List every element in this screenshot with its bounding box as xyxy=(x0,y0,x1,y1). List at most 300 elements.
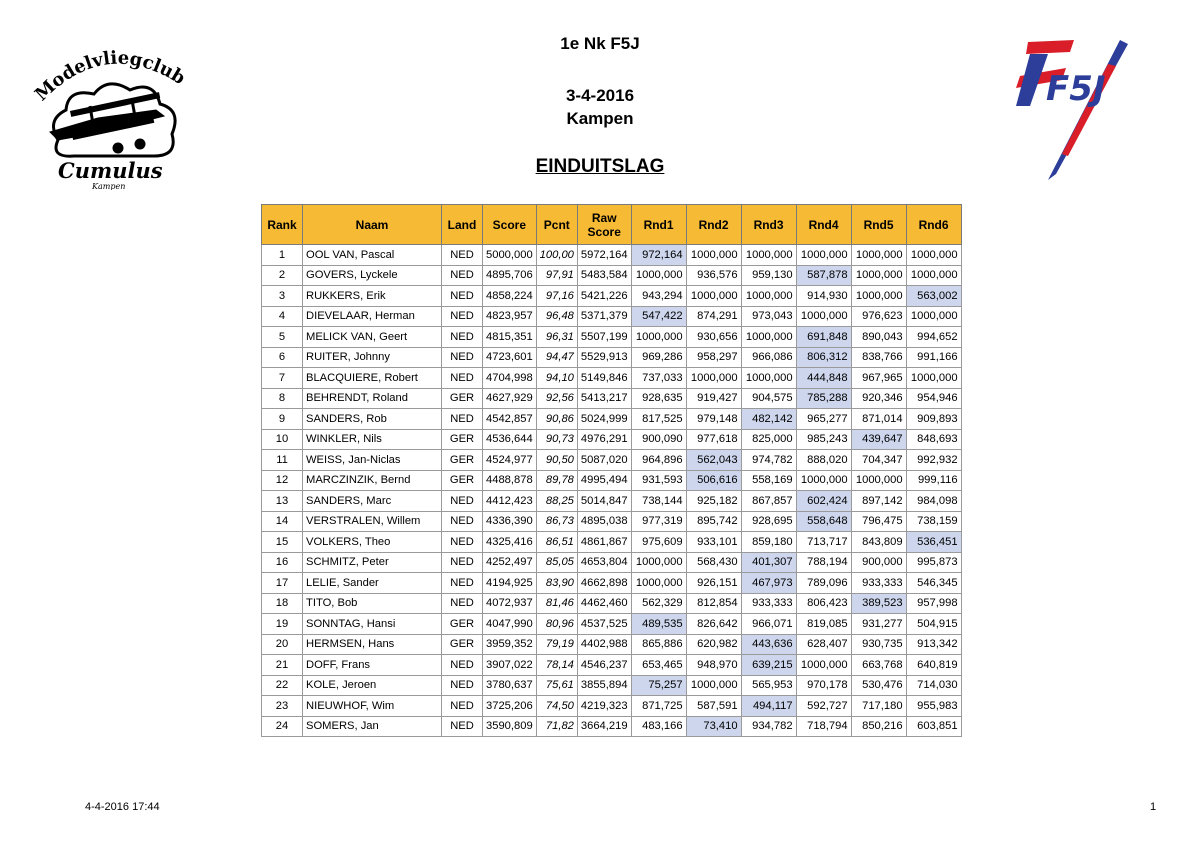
country-cell: NED xyxy=(442,696,483,717)
round-3-cell-dropped: 401,307 xyxy=(741,552,796,573)
percent-cell: 94,10 xyxy=(536,368,577,389)
country-cell: GER xyxy=(442,450,483,471)
score-cell: 4252,497 xyxy=(483,552,537,573)
round-2-cell: 919,427 xyxy=(686,388,741,409)
name-cell: VOLKERS, Theo xyxy=(303,532,442,553)
percent-cell: 86,73 xyxy=(536,511,577,532)
round-2-cell: 977,618 xyxy=(686,429,741,450)
round-6-cell: 1000,000 xyxy=(906,368,961,389)
round-1-cell: 975,609 xyxy=(631,532,686,553)
percent-cell: 90,50 xyxy=(536,450,577,471)
country-cell: GER xyxy=(442,634,483,655)
round-5-cell: 530,476 xyxy=(851,675,906,696)
round-1-cell: 943,294 xyxy=(631,286,686,307)
round-1-cell: 653,465 xyxy=(631,655,686,676)
rank-cell: 15 xyxy=(262,532,303,553)
round-3-cell: 1000,000 xyxy=(741,286,796,307)
round-5-cell-dropped: 389,523 xyxy=(851,593,906,614)
raw-score-cell: 5087,020 xyxy=(577,450,631,471)
score-cell: 4336,390 xyxy=(483,511,537,532)
round-5-cell: 796,475 xyxy=(851,511,906,532)
round-4-cell: 1000,000 xyxy=(796,470,851,491)
table-row xyxy=(262,696,962,717)
raw-score-cell: 5529,913 xyxy=(577,347,631,368)
round-4-cell: 789,096 xyxy=(796,573,851,594)
round-3-cell-dropped: 494,117 xyxy=(741,696,796,717)
col-rnd4-header: Rnd4 xyxy=(796,205,851,245)
table-row xyxy=(262,675,962,696)
round-1-cell: 737,033 xyxy=(631,368,686,389)
round-5-cell: 1000,000 xyxy=(851,265,906,286)
raw-score-cell: 5413,217 xyxy=(577,388,631,409)
round-6-cell: 1000,000 xyxy=(906,245,961,266)
round-5-cell: 871,014 xyxy=(851,409,906,430)
name-cell: LELIE, Sander xyxy=(303,573,442,594)
round-5-cell: 933,333 xyxy=(851,573,906,594)
raw-score-cell: 5371,379 xyxy=(577,306,631,327)
raw-score-cell: 4653,804 xyxy=(577,552,631,573)
round-1-cell: 1000,000 xyxy=(631,265,686,286)
rank-cell: 7 xyxy=(262,368,303,389)
raw-score-cell: 4995,494 xyxy=(577,470,631,491)
country-cell: NED xyxy=(442,593,483,614)
table-row xyxy=(262,327,962,348)
percent-cell: 97,91 xyxy=(536,265,577,286)
page-title: 1e Nk F5J xyxy=(560,34,640,53)
round-2-cell: 958,297 xyxy=(686,347,741,368)
round-3-cell-dropped: 467,973 xyxy=(741,573,796,594)
round-3-cell: 966,086 xyxy=(741,347,796,368)
results-body xyxy=(262,245,962,737)
round-2-cell: 874,291 xyxy=(686,306,741,327)
score-cell: 4627,929 xyxy=(483,388,537,409)
f5j-logo-swoosh xyxy=(1016,40,1128,180)
round-2-cell: 812,854 xyxy=(686,593,741,614)
round-2-cell: 826,642 xyxy=(686,614,741,635)
table-row xyxy=(262,614,962,635)
raw-score-cell: 5972,164 xyxy=(577,245,631,266)
rank-cell: 1 xyxy=(262,245,303,266)
round-5-cell: 1000,000 xyxy=(851,470,906,491)
round-2-cell: 930,656 xyxy=(686,327,741,348)
round-6-cell: 738,159 xyxy=(906,511,961,532)
round-5-cell: 897,142 xyxy=(851,491,906,512)
round-1-cell: 900,090 xyxy=(631,429,686,450)
percent-cell: 79,19 xyxy=(536,634,577,655)
country-cell: GER xyxy=(442,388,483,409)
percent-cell: 89,78 xyxy=(536,470,577,491)
round-4-cell: 713,717 xyxy=(796,532,851,553)
round-4-cell: 628,407 xyxy=(796,634,851,655)
round-1-cell: 483,166 xyxy=(631,716,686,737)
round-2-cell-dropped: 73,410 xyxy=(686,716,741,737)
round-2-cell: 979,148 xyxy=(686,409,741,430)
raw-score-cell: 5149,846 xyxy=(577,368,631,389)
rank-cell: 24 xyxy=(262,716,303,737)
round-1-cell: 817,525 xyxy=(631,409,686,430)
page-number: 1 xyxy=(1150,801,1157,813)
rank-cell: 21 xyxy=(262,655,303,676)
raw-score-cell: 5014,847 xyxy=(577,491,631,512)
percent-cell: 71,82 xyxy=(536,716,577,737)
round-6-cell-dropped: 536,451 xyxy=(906,532,961,553)
round-3-cell-dropped: 443,636 xyxy=(741,634,796,655)
round-6-cell: 995,873 xyxy=(906,552,961,573)
raw-score-cell: 3664,219 xyxy=(577,716,631,737)
country-cell: NED xyxy=(442,368,483,389)
name-cell: MARCZINZIK, Bernd xyxy=(303,470,442,491)
raw-score-cell: 5024,999 xyxy=(577,409,631,430)
table-row xyxy=(262,573,962,594)
percent-cell: 96,48 xyxy=(536,306,577,327)
score-cell: 4536,644 xyxy=(483,429,537,450)
raw-score-cell: 4402,988 xyxy=(577,634,631,655)
round-4-cell: 788,194 xyxy=(796,552,851,573)
table-header-row xyxy=(262,205,962,245)
score-cell: 4325,416 xyxy=(483,532,537,553)
round-3-cell: 934,782 xyxy=(741,716,796,737)
round-1-cell: 977,319 xyxy=(631,511,686,532)
table-row xyxy=(262,450,962,471)
table-row xyxy=(262,655,962,676)
table-row xyxy=(262,429,962,450)
round-4-cell: 965,277 xyxy=(796,409,851,430)
round-4-cell: 970,178 xyxy=(796,675,851,696)
round-3-cell: 1000,000 xyxy=(741,327,796,348)
round-1-cell-dropped: 972,164 xyxy=(631,245,686,266)
rank-cell: 16 xyxy=(262,552,303,573)
score-cell: 3725,206 xyxy=(483,696,537,717)
round-6-cell: 994,652 xyxy=(906,327,961,348)
name-cell: WINKLER, Nils xyxy=(303,429,442,450)
round-3-cell: 1000,000 xyxy=(741,245,796,266)
rank-cell: 17 xyxy=(262,573,303,594)
table-row xyxy=(262,265,962,286)
rank-cell: 11 xyxy=(262,450,303,471)
name-cell: SOMERS, Jan xyxy=(303,716,442,737)
round-1-cell: 964,896 xyxy=(631,450,686,471)
round-6-cell: 913,342 xyxy=(906,634,961,655)
rank-cell: 6 xyxy=(262,347,303,368)
score-cell: 4723,601 xyxy=(483,347,537,368)
table-row xyxy=(262,245,962,266)
round-2-cell: 1000,000 xyxy=(686,245,741,266)
name-cell: SCHMITZ, Peter xyxy=(303,552,442,573)
col-rnd2-header: Rnd2 xyxy=(686,205,741,245)
score-cell: 3780,637 xyxy=(483,675,537,696)
country-cell: NED xyxy=(442,716,483,737)
score-cell: 3590,809 xyxy=(483,716,537,737)
name-cell: KOLE, Jeroen xyxy=(303,675,442,696)
percent-cell: 75,61 xyxy=(536,675,577,696)
round-1-cell: 1000,000 xyxy=(631,573,686,594)
round-2-cell-dropped: 562,043 xyxy=(686,450,741,471)
round-4-cell: 806,423 xyxy=(796,593,851,614)
round-1-cell: 1000,000 xyxy=(631,552,686,573)
round-6-cell: 954,946 xyxy=(906,388,961,409)
table-row xyxy=(262,634,962,655)
rank-cell: 14 xyxy=(262,511,303,532)
name-cell: VERSTRALEN, Willem xyxy=(303,511,442,532)
rank-cell: 4 xyxy=(262,306,303,327)
round-3-cell: 928,695 xyxy=(741,511,796,532)
score-cell: 4072,937 xyxy=(483,593,537,614)
country-cell: NED xyxy=(442,286,483,307)
table-row xyxy=(262,593,962,614)
round-5-cell: 931,277 xyxy=(851,614,906,635)
round-6-cell: 640,819 xyxy=(906,655,961,676)
percent-cell: 92,56 xyxy=(536,388,577,409)
round-5-cell: 930,735 xyxy=(851,634,906,655)
table-row xyxy=(262,716,962,737)
round-2-cell: 1000,000 xyxy=(686,286,741,307)
round-5-cell: 843,809 xyxy=(851,532,906,553)
round-1-cell: 562,329 xyxy=(631,593,686,614)
score-cell: 4823,957 xyxy=(483,306,537,327)
raw-score-cell: 4662,898 xyxy=(577,573,631,594)
country-cell: NED xyxy=(442,655,483,676)
country-cell: NED xyxy=(442,265,483,286)
round-4-cell: 718,794 xyxy=(796,716,851,737)
table-row xyxy=(262,347,962,368)
round-6-cell: 848,693 xyxy=(906,429,961,450)
country-cell: GER xyxy=(442,429,483,450)
table-row xyxy=(262,388,962,409)
country-cell: NED xyxy=(442,675,483,696)
score-cell: 4858,224 xyxy=(483,286,537,307)
round-4-cell: 1000,000 xyxy=(796,245,851,266)
round-5-cell: 663,768 xyxy=(851,655,906,676)
round-4-cell: 914,930 xyxy=(796,286,851,307)
round-5-cell: 890,043 xyxy=(851,327,906,348)
round-4-cell: 1000,000 xyxy=(796,655,851,676)
round-2-cell: 933,101 xyxy=(686,532,741,553)
name-cell: WEISS, Jan-Niclas xyxy=(303,450,442,471)
round-2-cell: 1000,000 xyxy=(686,368,741,389)
country-cell: NED xyxy=(442,552,483,573)
round-6-cell: 991,166 xyxy=(906,347,961,368)
rank-cell: 20 xyxy=(262,634,303,655)
round-3-cell: 974,782 xyxy=(741,450,796,471)
round-3-cell: 933,333 xyxy=(741,593,796,614)
country-cell: NED xyxy=(442,409,483,430)
raw-score-cell: 4546,237 xyxy=(577,655,631,676)
percent-cell: 83,90 xyxy=(536,573,577,594)
rank-cell: 22 xyxy=(262,675,303,696)
col-raw-header-line2: Score xyxy=(587,224,621,239)
round-1-cell-dropped: 547,422 xyxy=(631,306,686,327)
percent-cell: 85,05 xyxy=(536,552,577,573)
round-3-cell: 966,071 xyxy=(741,614,796,635)
round-4-cell-dropped: 587,878 xyxy=(796,265,851,286)
round-5-cell: 717,180 xyxy=(851,696,906,717)
round-1-cell: 969,286 xyxy=(631,347,686,368)
round-4-cell-dropped: 806,312 xyxy=(796,347,851,368)
round-6-cell: 909,893 xyxy=(906,409,961,430)
percent-cell: 80,96 xyxy=(536,614,577,635)
name-cell: SANDERS, Marc xyxy=(303,491,442,512)
rank-cell: 12 xyxy=(262,470,303,491)
f5j-logo xyxy=(1008,36,1136,182)
percent-cell: 90,86 xyxy=(536,409,577,430)
round-5-cell: 1000,000 xyxy=(851,286,906,307)
round-3-cell: 973,043 xyxy=(741,306,796,327)
score-cell: 4524,977 xyxy=(483,450,537,471)
raw-score-cell: 4861,867 xyxy=(577,532,631,553)
rank-cell: 18 xyxy=(262,593,303,614)
logo-club-top-path: Modelvliegclub xyxy=(31,47,189,106)
table-row xyxy=(262,511,962,532)
score-cell: 3959,352 xyxy=(483,634,537,655)
raw-score-cell: 4976,291 xyxy=(577,429,631,450)
table-row xyxy=(262,409,962,430)
round-3-cell-dropped: 639,215 xyxy=(741,655,796,676)
percent-cell: 78,14 xyxy=(536,655,577,676)
round-6-cell: 955,983 xyxy=(906,696,961,717)
round-1-cell: 738,144 xyxy=(631,491,686,512)
round-4-cell: 592,727 xyxy=(796,696,851,717)
logo-club-place: Kampen xyxy=(92,182,126,190)
raw-score-cell: 3855,894 xyxy=(577,675,631,696)
percent-cell: 97,16 xyxy=(536,286,577,307)
percent-cell: 100,00 xyxy=(536,245,577,266)
country-cell: NED xyxy=(442,511,483,532)
round-5-cell: 704,347 xyxy=(851,450,906,471)
rank-cell: 5 xyxy=(262,327,303,348)
col-rnd5-header: Rnd5 xyxy=(851,205,906,245)
round-5-cell: 838,766 xyxy=(851,347,906,368)
results-heading: EINDUITSLAG xyxy=(535,156,665,177)
round-1-cell: 871,725 xyxy=(631,696,686,717)
name-cell: DOFF, Frans xyxy=(303,655,442,676)
col-raw-header-line1: Raw xyxy=(591,210,617,225)
f5j-logo-text: F5J xyxy=(1046,69,1106,109)
name-cell: TITO, Bob xyxy=(303,593,442,614)
round-3-cell: 859,180 xyxy=(741,532,796,553)
percent-cell: 86,51 xyxy=(536,532,577,553)
score-cell: 4488,878 xyxy=(483,470,537,491)
table-row xyxy=(262,470,962,491)
name-cell: SONNTAG, Hansi xyxy=(303,614,442,635)
country-cell: NED xyxy=(442,532,483,553)
percent-cell: 94,47 xyxy=(536,347,577,368)
name-cell: DIEVELAAR, Herman xyxy=(303,306,442,327)
results-table xyxy=(261,204,962,737)
col-rnd3-header: Rnd3 xyxy=(741,205,796,245)
round-6-cell: 504,915 xyxy=(906,614,961,635)
country-cell: NED xyxy=(442,491,483,512)
round-4-cell-dropped: 602,424 xyxy=(796,491,851,512)
round-2-cell: 948,970 xyxy=(686,655,741,676)
rank-cell: 3 xyxy=(262,286,303,307)
round-2-cell: 620,982 xyxy=(686,634,741,655)
round-4-cell: 888,020 xyxy=(796,450,851,471)
score-cell: 4895,706 xyxy=(483,265,537,286)
raw-score-cell: 4895,038 xyxy=(577,511,631,532)
round-4-cell-dropped: 785,288 xyxy=(796,388,851,409)
country-cell: NED xyxy=(442,327,483,348)
score-cell: 4412,423 xyxy=(483,491,537,512)
round-2-cell: 936,576 xyxy=(686,265,741,286)
round-4-cell: 819,085 xyxy=(796,614,851,635)
score-cell: 3907,022 xyxy=(483,655,537,676)
name-cell: OOL VAN, Pascal xyxy=(303,245,442,266)
round-2-cell-dropped: 506,616 xyxy=(686,470,741,491)
score-cell: 4542,857 xyxy=(483,409,537,430)
round-5-cell: 967,965 xyxy=(851,368,906,389)
raw-score-cell: 5507,199 xyxy=(577,327,631,348)
percent-cell: 90,73 xyxy=(536,429,577,450)
score-cell: 5000,000 xyxy=(483,245,537,266)
round-1-cell: 865,886 xyxy=(631,634,686,655)
round-4-cell-dropped: 691,848 xyxy=(796,327,851,348)
round-2-cell: 1000,000 xyxy=(686,675,741,696)
name-cell: SANDERS, Rob xyxy=(303,409,442,430)
table-row xyxy=(262,552,962,573)
round-6-cell: 992,932 xyxy=(906,450,961,471)
round-4-cell-dropped: 558,648 xyxy=(796,511,851,532)
raw-score-cell: 5421,226 xyxy=(577,286,631,307)
round-1-cell: 931,593 xyxy=(631,470,686,491)
rank-cell: 10 xyxy=(262,429,303,450)
round-1-cell: 1000,000 xyxy=(631,327,686,348)
name-cell: RUKKERS, Erik xyxy=(303,286,442,307)
round-5-cell: 976,623 xyxy=(851,306,906,327)
round-4-cell: 985,243 xyxy=(796,429,851,450)
round-2-cell: 895,742 xyxy=(686,511,741,532)
col-land-header: Land xyxy=(442,205,483,245)
round-5-cell-dropped: 439,647 xyxy=(851,429,906,450)
rank-cell: 13 xyxy=(262,491,303,512)
name-cell: GOVERS, Lyckele xyxy=(303,265,442,286)
name-cell: RUITER, Johnny xyxy=(303,347,442,368)
rank-cell: 2 xyxy=(262,265,303,286)
round-6-cell: 1000,000 xyxy=(906,265,961,286)
round-2-cell: 926,151 xyxy=(686,573,741,594)
table-row xyxy=(262,286,962,307)
name-cell: HERMSEN, Hans xyxy=(303,634,442,655)
score-cell: 4704,998 xyxy=(483,368,537,389)
round-2-cell: 925,182 xyxy=(686,491,741,512)
percent-cell: 96,31 xyxy=(536,327,577,348)
round-3-cell: 959,130 xyxy=(741,265,796,286)
table-row xyxy=(262,532,962,553)
round-3-cell: 825,000 xyxy=(741,429,796,450)
col-raw-header xyxy=(577,205,631,245)
name-cell: BLACQUIERE, Robert xyxy=(303,368,442,389)
rank-cell: 9 xyxy=(262,409,303,430)
round-1-cell-dropped: 75,257 xyxy=(631,675,686,696)
round-6-cell: 1000,000 xyxy=(906,306,961,327)
col-rank-header: Rank xyxy=(262,205,303,245)
event-location: Kampen xyxy=(566,109,634,128)
round-5-cell: 1000,000 xyxy=(851,245,906,266)
print-timestamp: 4-4-2016 17:44 xyxy=(85,801,160,813)
col-rnd6-header: Rnd6 xyxy=(906,205,961,245)
score-cell: 4047,990 xyxy=(483,614,537,635)
round-5-cell: 850,216 xyxy=(851,716,906,737)
table-row xyxy=(262,368,962,389)
round-6-cell: 714,030 xyxy=(906,675,961,696)
round-6-cell-dropped: 563,002 xyxy=(906,286,961,307)
score-cell: 4815,351 xyxy=(483,327,537,348)
round-3-cell: 558,169 xyxy=(741,470,796,491)
col-pcnt-header: Pcnt xyxy=(536,205,577,245)
country-cell: NED xyxy=(442,573,483,594)
round-6-cell: 984,098 xyxy=(906,491,961,512)
round-4-cell: 1000,000 xyxy=(796,306,851,327)
round-5-cell: 900,000 xyxy=(851,552,906,573)
